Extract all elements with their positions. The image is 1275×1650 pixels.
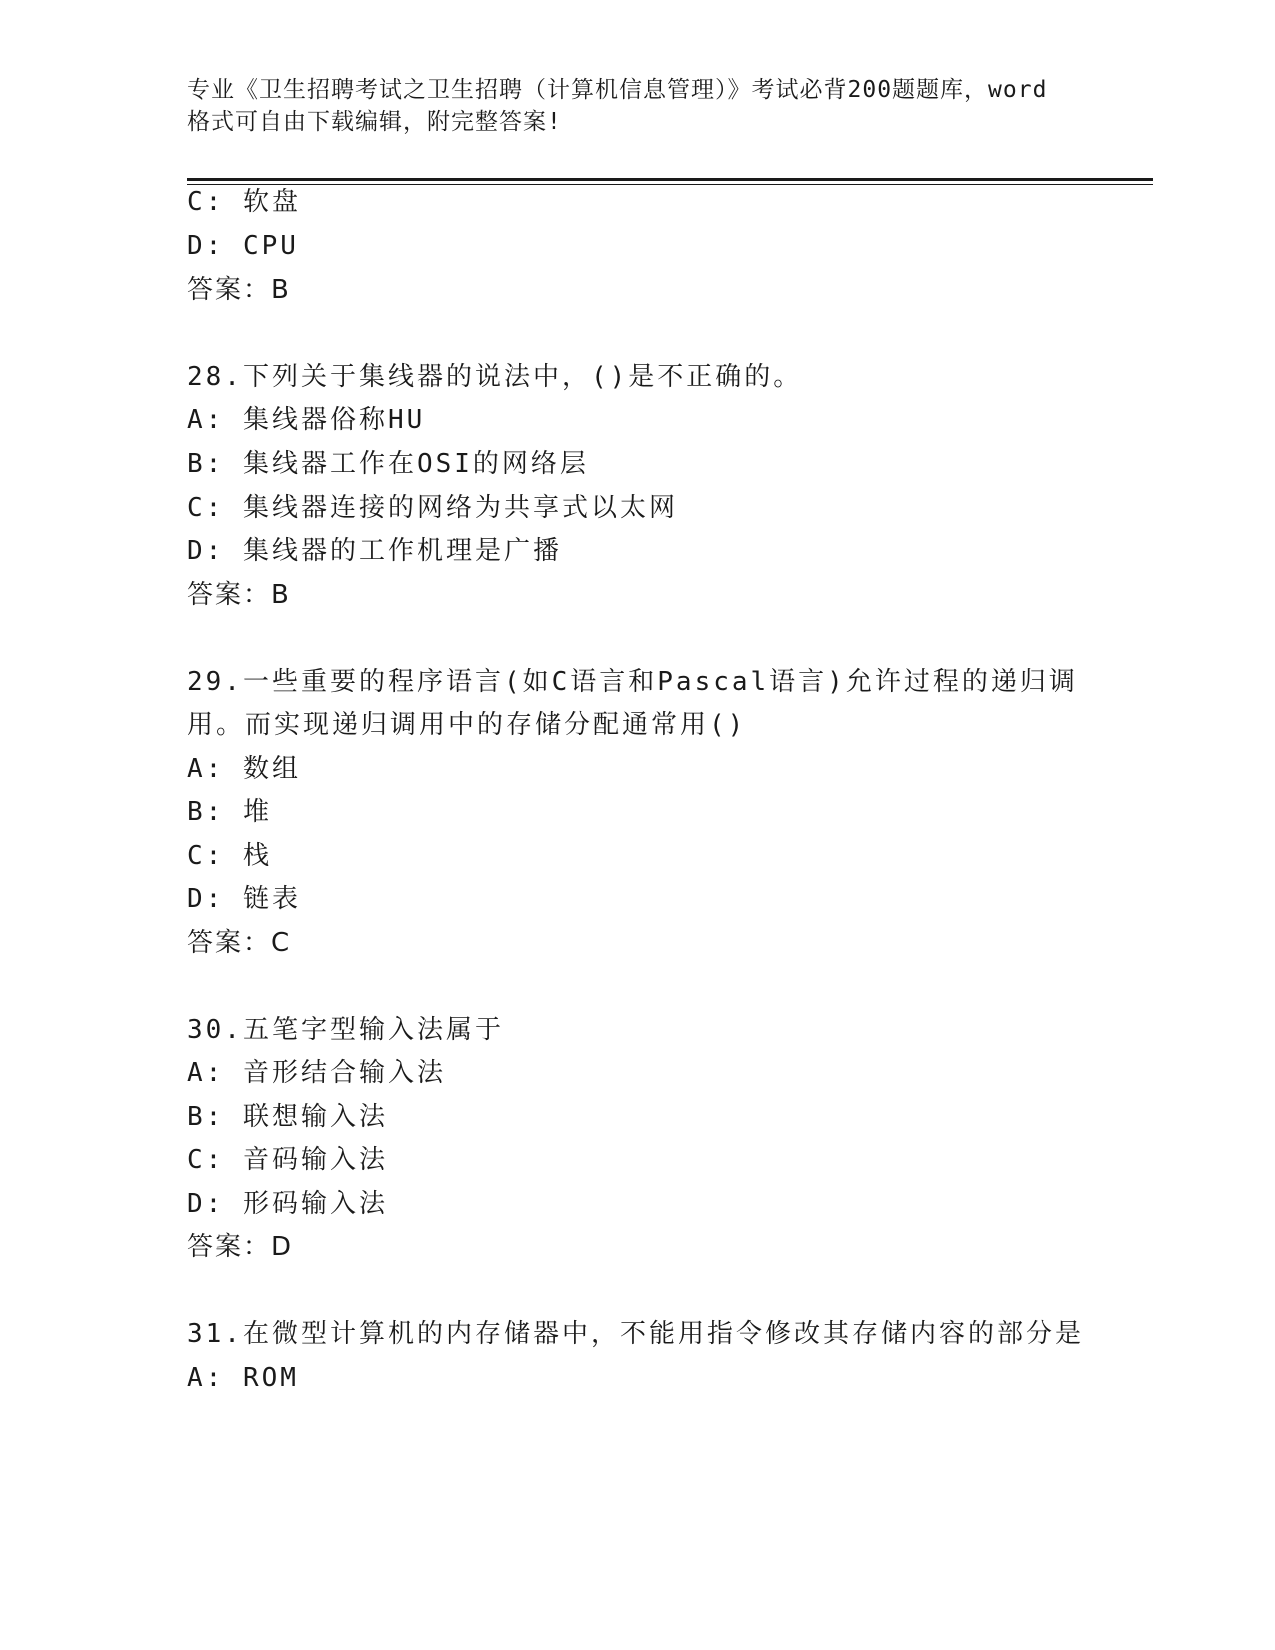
q28-option-d: D: 集线器的工作机理是广播 xyxy=(187,536,562,566)
q30-option-a: A: 音形结合输入法 xyxy=(187,1058,446,1088)
prev-option-c: C: 软盘 xyxy=(187,187,301,217)
header-title-line2: 格式可自由下载编辑，附完整答案! xyxy=(187,109,562,135)
prev-answer: 答案：B xyxy=(187,275,291,305)
q29-answer: 答案：C xyxy=(187,928,292,958)
q28-option-b: B: 集线器工作在OSI的网络层 xyxy=(187,449,589,479)
header-divider-thick xyxy=(187,178,1153,181)
q30-stem: 30.五笔字型输入法属于 xyxy=(187,1015,504,1045)
q30-option-d: D: 形码输入法 xyxy=(187,1189,388,1219)
q31-option-a: A: ROM xyxy=(187,1363,299,1393)
header-title-line1: 专业《卫生招聘考试之卫生招聘（计算机信息管理）》考试必背200题题库，word xyxy=(187,77,1048,103)
q29-option-d: D: 链表 xyxy=(187,884,301,914)
q29-option-c: C: 栈 xyxy=(187,841,272,871)
q29-option-b: B: 堆 xyxy=(187,797,272,827)
q29-option-a: A: 数组 xyxy=(187,754,301,784)
q29-stem-line1: 29.一些重要的程序语言(如C语言和Pascal语言)允许过程的递归调 xyxy=(187,667,1078,697)
q31-stem: 31.在微型计算机的内存储器中，不能用指令修改其存储内容的部分是 xyxy=(187,1319,1084,1349)
header-divider-thin xyxy=(187,184,1153,185)
document-header xyxy=(187,74,1107,138)
q29-stem-line2: 用。而实现递归调用中的存储分配通常用() xyxy=(187,710,747,740)
q30-answer: 答案：D xyxy=(187,1232,294,1262)
q28-option-a: A: 集线器俗称HU xyxy=(187,405,426,435)
q28-stem: 28.下列关于集线器的说法中，()是不正确的。 xyxy=(187,362,803,392)
q30-option-c: C: 音码输入法 xyxy=(187,1145,388,1175)
q28-option-c: C: 集线器连接的网络为共享式以太网 xyxy=(187,493,678,523)
q30-option-b: B: 联想输入法 xyxy=(187,1102,388,1132)
q28-answer: 答案：B xyxy=(187,580,291,610)
prev-option-d: D: CPU xyxy=(187,231,299,261)
